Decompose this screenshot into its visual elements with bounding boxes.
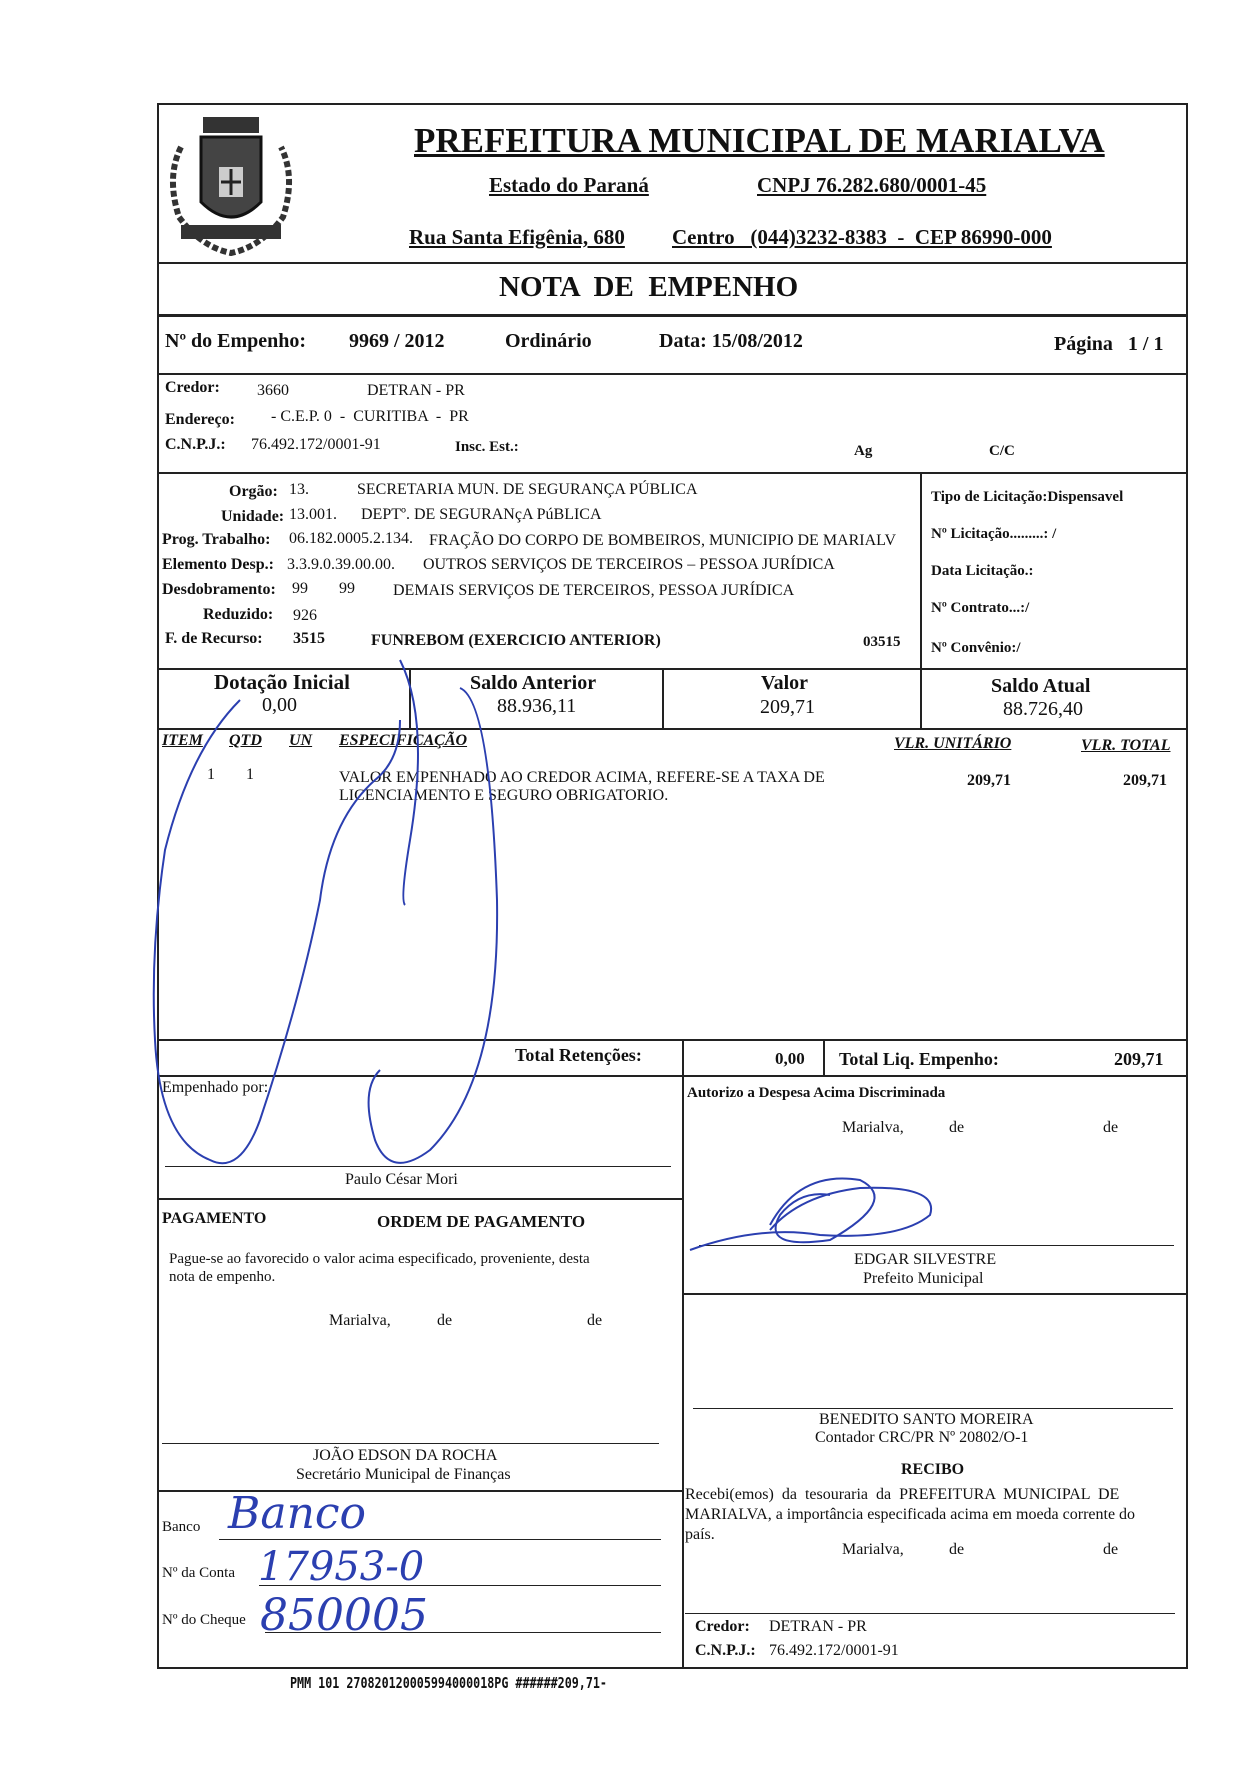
pagamento-text1: Pague-se ao favorecido o valor acima especificado, proveniente, desta: [169, 1251, 590, 1267]
credor-code: 3660: [257, 382, 289, 399]
prog-name: FRAÇÃO DO CORPO DE BOMBEIROS, MUNICIPIO DE MARIALV: [429, 532, 897, 549]
credor-name: DETRAN - PR: [367, 382, 465, 399]
item-total-value: 209,71: [1123, 772, 1167, 789]
pagamento-de2: de: [587, 1312, 603, 1329]
elemento-label: Elemento Desp.:: [162, 556, 274, 573]
retencoes-value: 0,00: [775, 1049, 805, 1068]
liq-empenho-value: 209,71: [1114, 1049, 1164, 1069]
autorizo-de1: de: [949, 1119, 965, 1136]
credor-label: Credor:: [165, 379, 220, 396]
recibo-marialva: Marialva,: [842, 1541, 904, 1558]
prog-label: Prog. Trabalho:: [162, 531, 271, 548]
prefeito-role: Prefeito Municipal: [863, 1270, 984, 1287]
desdobramento-label: Desdobramento:: [162, 581, 276, 598]
desdobramento-code1: 99: [292, 580, 308, 597]
empenho-date: Data: 15/08/2012: [659, 330, 803, 352]
recibo-text2: MARIALVA, a importância especificada acima em moeda corrente do: [685, 1506, 1136, 1523]
unidade-label: Unidade:: [221, 508, 285, 525]
saldo-anterior-value: 88.936,11: [497, 695, 577, 717]
prog-code: 06.182.0005.2.134.: [289, 530, 413, 547]
orgao-code: 13.: [289, 481, 309, 498]
recibo-title: RECIBO: [901, 1461, 965, 1478]
prefeito-name: EDGAR SILVESTRE: [854, 1251, 997, 1268]
saldo-atual-label: Saldo Atual: [991, 675, 1091, 697]
empenho-type: Ordinário: [505, 330, 592, 352]
cnpj-credor-value: 76.492.172/0001-91: [251, 436, 381, 453]
secretario-name: JOÃO EDSON DA ROCHA: [313, 1447, 498, 1464]
autorizo-label: Autorizo a Despesa Acima Discriminada: [687, 1085, 946, 1101]
desdobramento-name: DEMAIS SERVIÇOS DE TERCEIROS, PESSOA JURÍDICA: [393, 582, 795, 599]
item-spec-line2: LICENCIAMENTO E SEGURO OBRIGATORIO.: [339, 787, 669, 804]
page-title: PREFEITURA MUNICIPAL DE MARIALVA: [414, 121, 1105, 160]
item-number: 1: [207, 766, 215, 783]
secretario-role: Secretário Municipal de Finanças: [296, 1466, 511, 1483]
contrato: Nº Contrato...:/: [931, 600, 1030, 616]
conta-label: Nº da Conta: [162, 1565, 235, 1581]
licitacao-numero: Nº Licitação.........: /: [931, 526, 1057, 542]
autorizo-marialva: Marialva,: [842, 1119, 904, 1136]
unidade-code: 13.001.: [289, 506, 337, 523]
dotacao-label: Dotação Inicial: [214, 670, 350, 694]
recibo-credor-name: DETRAN - PR: [769, 1618, 867, 1635]
col-qtd: QTD: [229, 732, 262, 749]
item-spec-line1: VALOR EMPENHADO AO CREDOR ACIMA, REFERE-SE A TAXA DE: [339, 769, 825, 786]
cnpj-label: CNPJ 76.282.680/0001-45: [757, 173, 987, 197]
col-vlr-unitario: VLR. UNITÁRIO: [894, 735, 1012, 752]
elemento-name: OUTROS SERVIÇOS DE TERCEIROS – PESSOA JURÍDICA: [423, 556, 835, 573]
col-vlr-total: VLR. TOTAL: [1081, 737, 1171, 754]
empenho-number: 9969 / 2012: [349, 330, 445, 352]
empenhado-label: Empenhado por:: [162, 1079, 269, 1096]
contador-name: BENEDITO SANTO MOREIRA: [819, 1411, 1034, 1428]
saldo-atual-value: 88.726,40: [1003, 698, 1083, 720]
orgao-name: SECRETARIA MUN. DE SEGURANÇA PÚBLICA: [357, 481, 698, 498]
pagamento-de1: de: [437, 1312, 453, 1329]
col-item: ITEM: [162, 732, 203, 749]
recibo-cnpj-label: C.N.P.J.:: [695, 1642, 756, 1659]
nota-de-empenho: [157, 103, 1188, 1669]
cnpj-credor-label: C.N.P.J.:: [165, 436, 226, 453]
cheque-label: Nº do Cheque: [162, 1612, 246, 1628]
orgao-label: Orgão:: [229, 483, 278, 500]
conta-handwriting: 17953-0: [258, 1544, 425, 1590]
pagamento-text2: nota de empenho.: [169, 1269, 276, 1285]
recibo-credor-label: Credor:: [695, 1618, 750, 1635]
col-especificacao: ESPECIFICAÇÃO: [339, 732, 468, 749]
convenio: Nº Convênio:/: [931, 640, 1021, 656]
state-label: Estado do Paraná: [489, 173, 649, 197]
reduzido-code: 926: [293, 607, 317, 624]
ordem-pagamento: ORDEM DE PAGAMENTO: [377, 1212, 586, 1231]
address-value: - C.E.P. 0 - CURITIBA - PR: [271, 408, 469, 425]
licitacao-data: Data Licitação.:: [931, 563, 1034, 579]
recibo-de1: de: [949, 1541, 965, 1558]
dotacao-value: 0,00: [262, 694, 297, 716]
footer-code: PMM 101 270820120005994000018PG ######209,71-: [290, 1674, 607, 1692]
retencoes-label: Total Retenções:: [515, 1045, 642, 1065]
coat-of-arms: [161, 107, 301, 259]
recurso-name: FUNREBOM (EXERCICIO ANTERIOR): [371, 632, 661, 649]
empenho-label: Nº do Empenho:: [165, 330, 307, 352]
valor-label: Valor: [761, 672, 809, 694]
item-qtd: 1: [246, 766, 254, 783]
district-phone-cep: Centro (044)3232-8383 - CEP 86990-000: [672, 225, 1052, 249]
recibo-text1: Recebi(emos) da tesouraria da PREFEITURA MUNICIPAL DE: [685, 1486, 1120, 1503]
recibo-de2: de: [1103, 1541, 1119, 1558]
desdobramento-code2: 99: [339, 580, 355, 597]
page-number: Página 1 / 1: [1054, 333, 1164, 355]
contador-role: Contador CRC/PR Nº 20802/O-1: [815, 1429, 1029, 1446]
empenhado-name: Paulo César Mori: [345, 1171, 458, 1188]
recurso-label: F. de Recurso:: [165, 630, 263, 647]
cheque-handwriting: 850005: [260, 1590, 428, 1641]
col-un: UN: [289, 732, 313, 749]
reduzido-label: Reduzido:: [203, 606, 274, 623]
elemento-code: 3.3.9.0.39.00.00.: [287, 556, 395, 573]
ag-label: Ag: [854, 443, 873, 459]
street-label: Rua Santa Efigênia, 680: [409, 225, 625, 249]
liq-empenho-label: Total Liq. Empenho:: [839, 1049, 999, 1069]
valor-value: 209,71: [760, 696, 815, 718]
recibo-cnpj-value: 76.492.172/0001-91: [769, 1642, 899, 1659]
licitacao-tipo: Tipo de Licitação:Dispensavel: [931, 489, 1124, 505]
item-unit-value: 209,71: [967, 772, 1011, 789]
recibo-text3: país.: [685, 1526, 715, 1543]
cc-label: C/C: [989, 443, 1015, 459]
recurso-code: 3515: [293, 630, 325, 647]
insc-label: Insc. Est.:: [455, 439, 519, 455]
banco-label: Banco: [162, 1519, 201, 1535]
banco-handwriting: Banco: [228, 1488, 367, 1539]
saldo-anterior-label: Saldo Anterior: [470, 672, 597, 694]
autorizo-de2: de: [1103, 1119, 1119, 1136]
doc-title: NOTA DE EMPENHO: [499, 271, 799, 303]
address-label: Endereço:: [165, 411, 235, 428]
recurso-num: 03515: [863, 634, 901, 650]
pagamento-marialva: Marialva,: [329, 1312, 391, 1329]
unidade-name: DEPTº. DE SEGURANçA PúBLICA: [361, 506, 602, 523]
pagamento-label: PAGAMENTO: [162, 1210, 267, 1227]
